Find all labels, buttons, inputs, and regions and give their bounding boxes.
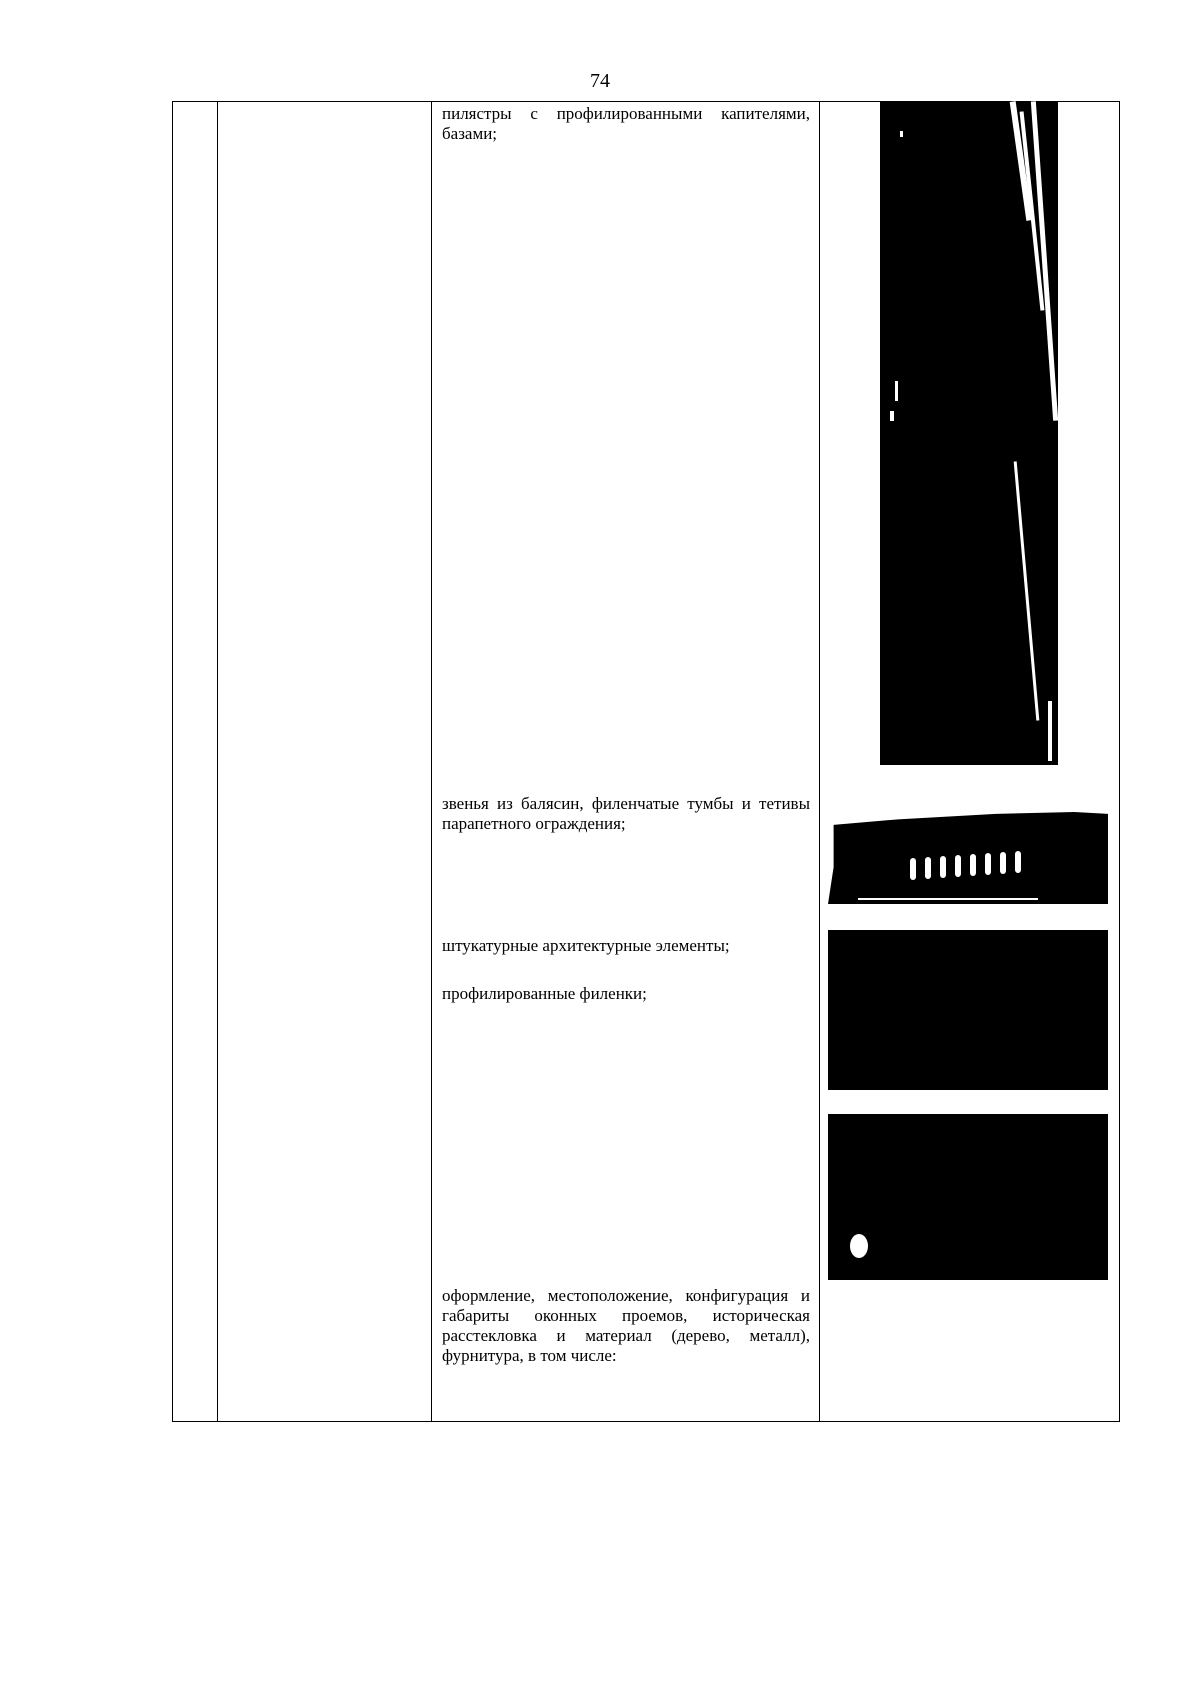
- page-number: 74: [590, 70, 610, 92]
- stucco-elements-photo: [828, 930, 1108, 1090]
- table-column-divider: [431, 102, 432, 1421]
- balustrade-photo: [828, 812, 1108, 904]
- table-cell-windows: оформление, местоположение, конфигурация и габариты оконных проемов, историческая расстекловка и материал (дерево, металл), фурнитура, в том числе:: [442, 1286, 810, 1365]
- profiled-panels-photo: [828, 1114, 1108, 1280]
- pilaster-photo: [880, 101, 1058, 765]
- table-cell-pilasters: пилястры с профилированными капителями, базами;: [442, 104, 810, 143]
- table-cell-stucco-elements: штукатурные архитектурные элементы;: [442, 936, 730, 955]
- table-column-divider: [819, 102, 820, 1421]
- table-cell-balustrade: звенья из балясин, филенчатые тумбы и тетивы парапетного ограждения;: [442, 794, 810, 833]
- table-cell-profiled-panels: профилированные филенки;: [442, 984, 647, 1003]
- table-column-divider: [217, 102, 218, 1421]
